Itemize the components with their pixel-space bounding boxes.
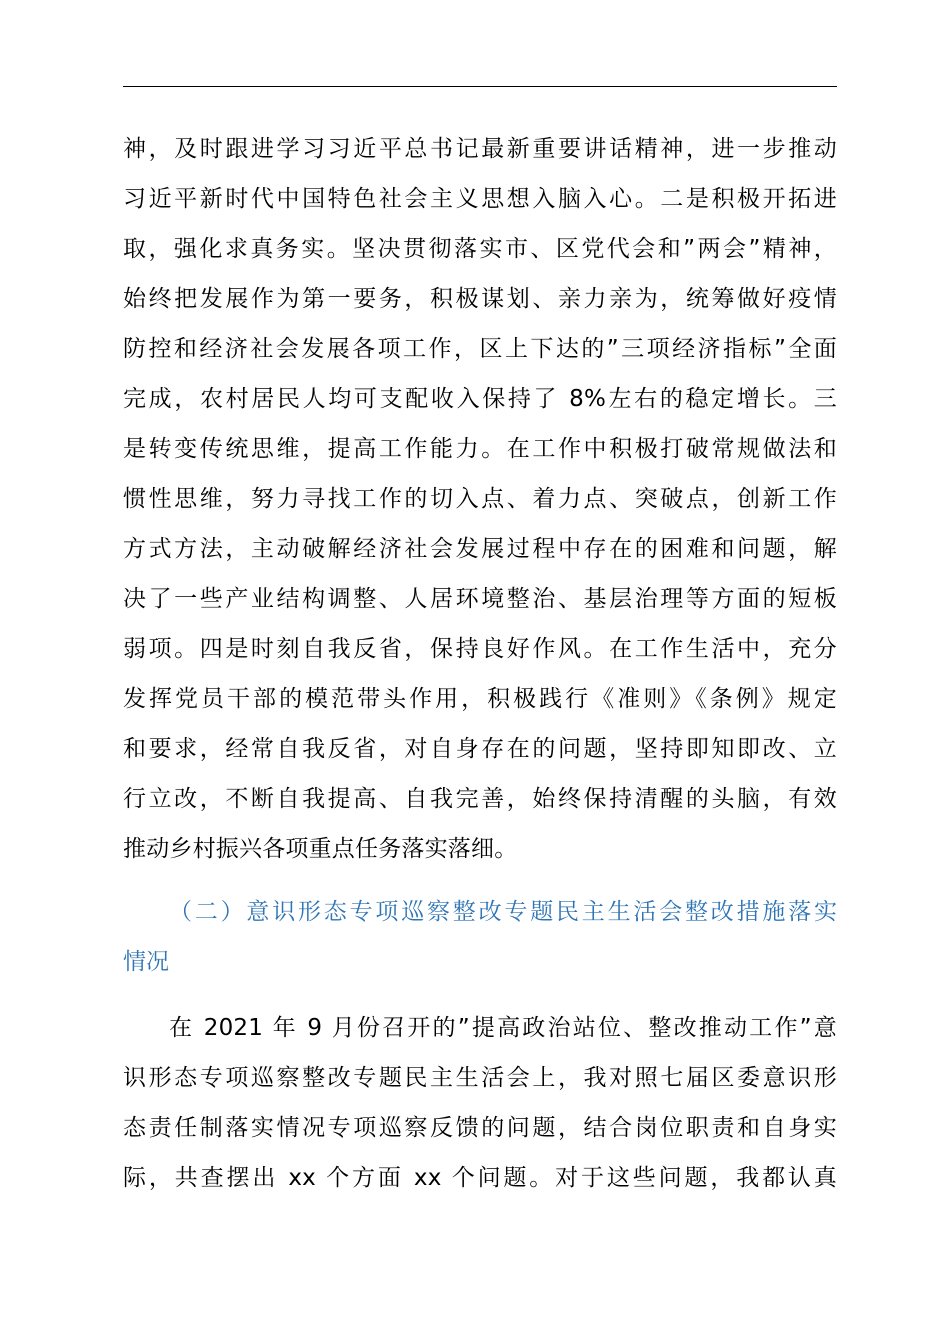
paragraph-line: 始终把发展作为第一要务，积极谋划、亲力亲为，统筹做好疫情 [123, 286, 837, 312]
paragraph-line: 习近平新时代中国特色社会主义思想入脑入心。二是积极开拓进 [123, 186, 837, 212]
paragraph-line: 决了一些产业结构调整、人居环境整治、基层治理等方面的短板 [123, 586, 837, 612]
paragraph-line: 完成，农村居民人均可支配收入保持了 8%左右的稳定增长。三 [123, 386, 837, 412]
paragraph-line: 方式方法，主动破解经济社会发展过程中存在的困难和问题，解 [123, 536, 837, 562]
paragraph-line: 在 2021 年 9 月份召开的”提高政治站位、整改推动工作”意 [169, 1015, 837, 1041]
header-rule [123, 86, 837, 87]
heading-line: 情况 [123, 949, 169, 975]
heading-line: （二）意识形态专项巡察整改专题民主生活会整改措施落实 [169, 899, 837, 925]
paragraph-line: 和要求，经常自我反省，对自身存在的问题，坚持即知即改、立 [123, 736, 837, 762]
paragraph-2 [123, 1003, 837, 1203]
paragraph-line: 行立改，不断自我提高、自我完善，始终保持清醒的头脑，有效 [123, 786, 837, 812]
paragraph-line: 推动乡村振兴各项重点任务落实落细。 [123, 836, 518, 862]
paragraph-line: 取，强化求真务实。坚决贯彻落实市、区党代会和”两会”精神， [123, 236, 837, 262]
section-heading [123, 887, 837, 987]
paragraph-line: 发挥党员干部的模范带头作用，积极践行《准则》《条例》规定 [123, 686, 837, 712]
paragraph-line: 际，共查摆出 xx 个方面 xx 个问题。对于这些问题，我都认真 [123, 1165, 837, 1191]
paragraph-line: 是转变传统思维，提高工作能力。在工作中积极打破常规做法和 [123, 436, 837, 462]
paragraph-line: 惯性思维，努力寻找工作的切入点、着力点、突破点，创新工作 [123, 486, 837, 512]
paragraph-line: 神，及时跟进学习习近平总书记最新重要讲话精神，进一步推动 [123, 136, 837, 162]
paragraph-1 [123, 124, 837, 874]
paragraph-line: 态责任制落实情况专项巡察反馈的问题，结合岗位职责和自身实 [123, 1115, 837, 1141]
paragraph-line: 弱项。四是时刻自我反省，保持良好作风。在工作生活中，充分 [123, 636, 837, 662]
paragraph-line: 防控和经济社会发展各项工作，区上下达的”三项经济指标”全面 [123, 336, 837, 362]
paragraph-line: 识形态专项巡察整改专题民主生活会上，我对照七届区委意识形 [123, 1065, 837, 1091]
